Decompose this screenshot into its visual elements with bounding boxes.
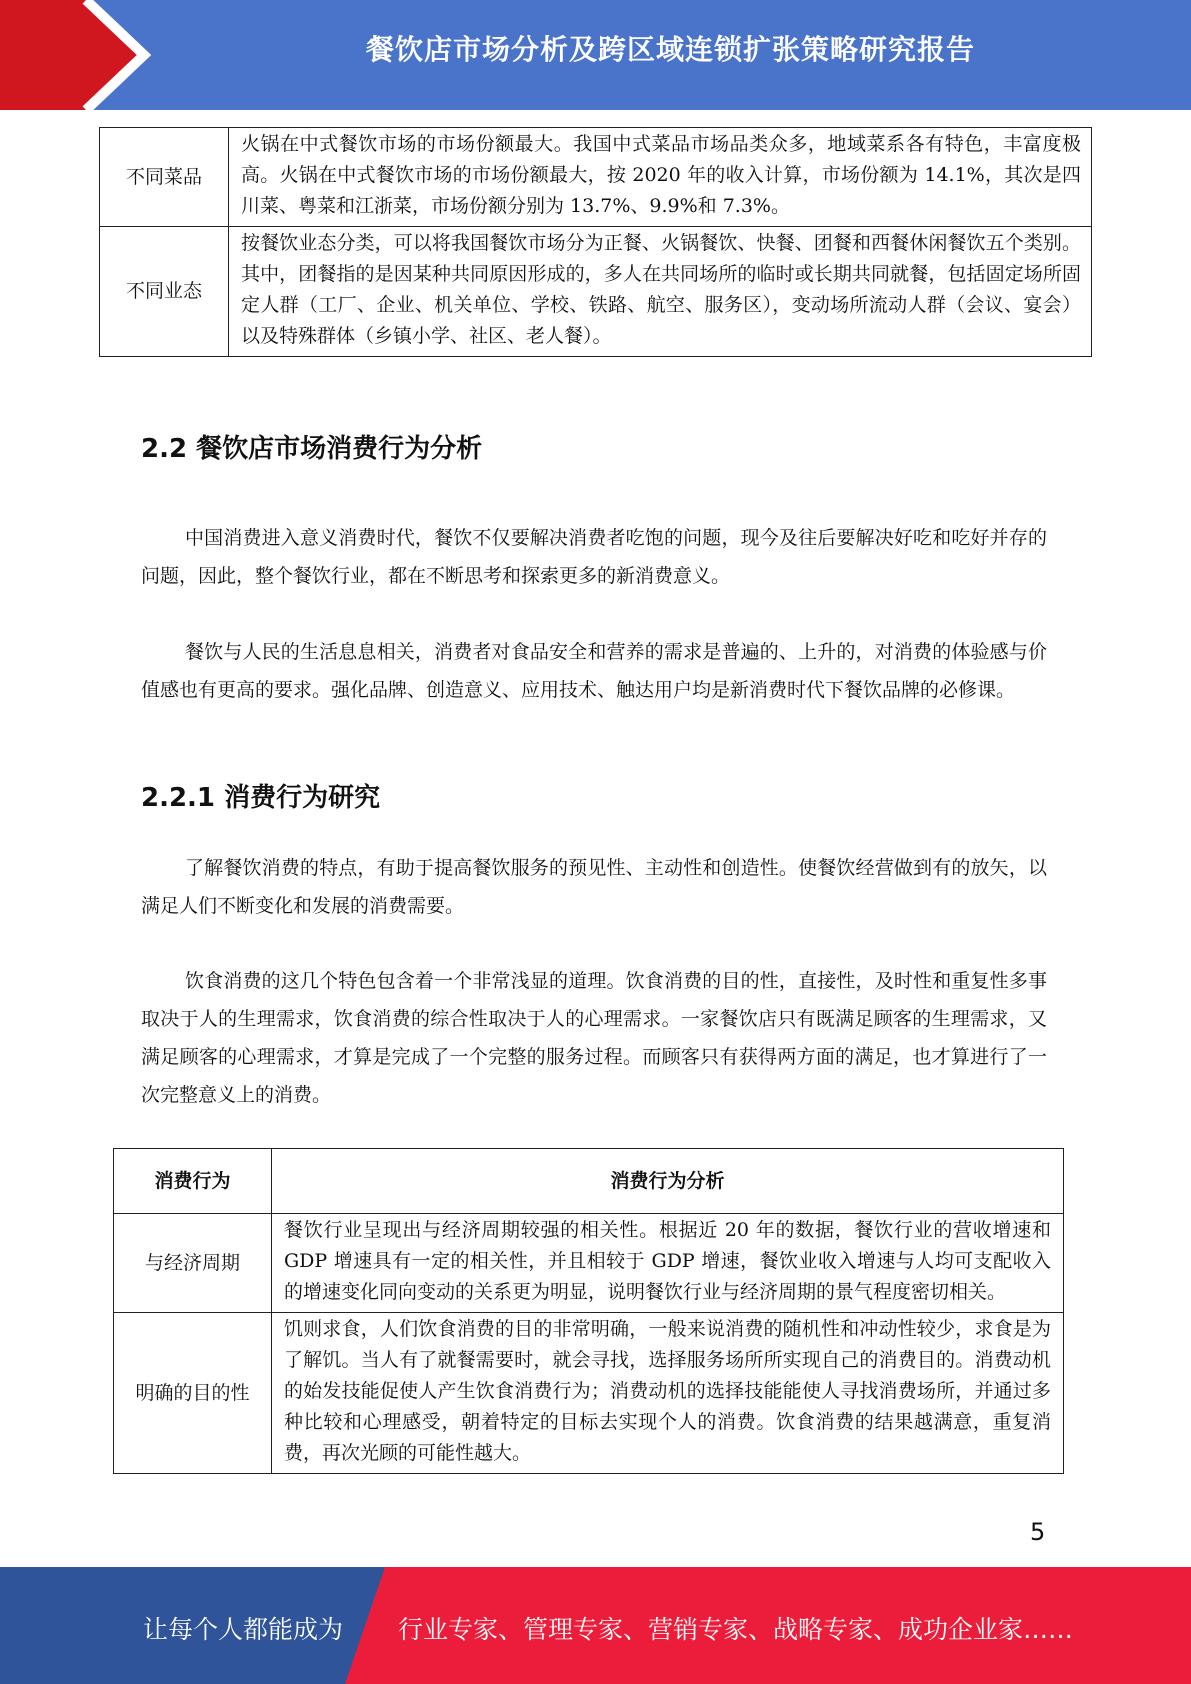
footer-slogan-left: 让每个人都能成为 bbox=[143, 1615, 344, 1644]
column-header: 消费行为分析 bbox=[272, 1149, 1064, 1214]
paragraph: 餐饮与人民的生活息息相关，消费者对食品安全和营养的需求是普遍的、上升的，对消费的体验感与价值感也有更高的要求。强化品牌、创造意义、应用技术、触达用户均是新消费时代下餐饮品牌的必修课。 bbox=[141, 641, 1047, 701]
row-label: 不同菜品 bbox=[100, 128, 229, 227]
row-label: 与经济周期 bbox=[114, 1214, 272, 1313]
paragraph: 了解餐饮消费的特点，有助于提高餐饮服务的预见性、主动性和创造性。使餐饮经营做到有的放矢，以满足人们不断变化和发展的消费需要。 bbox=[141, 857, 1047, 917]
page-number: 5 bbox=[1030, 1518, 1046, 1546]
footer-slogan-right: 行业专家、管理专家、营销专家、战略专家、成功企业家…… bbox=[398, 1615, 1074, 1644]
column-header: 消费行为 bbox=[114, 1149, 272, 1214]
table-row bbox=[114, 1313, 1064, 1474]
section-heading-2-2: 2.2 餐饮店市场消费行为分析 bbox=[141, 434, 483, 464]
table-row bbox=[114, 1214, 1064, 1313]
row-label: 明确的目的性 bbox=[114, 1313, 272, 1474]
paragraph: 中国消费进入意义消费时代，餐饮不仅要解决消费者吃饱的问题，现今及往后要解决好吃和吃好并存的问题，因此，整个餐饮行业，都在不断思考和探索更多的新消费意义。 bbox=[141, 527, 1047, 587]
report-title: 餐饮店市场分析及跨区域连锁扩张策略研究报告 bbox=[365, 33, 975, 66]
category-table bbox=[99, 127, 1092, 357]
row-text: 火锅在中式餐饮市场的市场份额最大。我国中式菜品市场品类众多，地域菜系各有特色，丰富度极高。火锅在中式餐饮市场的市场份额最大，按 2020 年的收入计算，市场份额为 14.1%，其次是四川菜、粤菜和江浙菜，市场份额分别为 13.7%、9.9%和 7.3%。 bbox=[229, 128, 1092, 227]
consumer-behavior-table bbox=[113, 1148, 1064, 1474]
row-text: 饥则求食，人们饮食消费的目的非常明确，一般来说消费的随机性和冲动性较少，求食是为了解饥。当人有了就餐需要时，就会寻找，选择服务场所所实现自己的消费目的。消费动机的始发技能促使人产生饮食消费行为；消费动机的选择技能能使人寻找消费场所，并通过多种比较和心理感受，朝着特定的目标去实现个人的消费。饮食消费的结果越满意，重复消费，再次光顾的可能性越大。 bbox=[272, 1313, 1064, 1474]
row-text: 餐饮行业呈现出与经济周期较强的相关性。根据近 20 年的数据，餐饮行业的营收增速和 GDP 增速具有一定的相关性，并且相较于 GDP 增速，餐饮业收入增速与人均可支配收入的增速变化同向变动的关系更为明显，说明餐饮行业与经济周期的景气程度密切相关。 bbox=[272, 1214, 1064, 1313]
table-row bbox=[100, 227, 1092, 357]
paragraph: 饮食消费的这几个特色包含着一个非常浅显的道理。饮食消费的目的性，直接性，及时性和重复性多事取决于人的生理需求，饮食消费的综合性取决于人的心理需求。一家餐饮店只有既满足顾客的生理需求，又满足顾客的心理需求，才算是完成了一个完整的服务过程。而顾客只有获得两方面的满足，也才算进行了一次完整意义上的消费。 bbox=[141, 970, 1047, 1106]
section-heading-2-2-1: 2.2.1 消费行为研究 bbox=[141, 783, 381, 813]
table-row bbox=[100, 128, 1092, 227]
table-header-row bbox=[114, 1149, 1064, 1214]
row-text: 按餐饮业态分类，可以将我国餐饮市场分为正餐、火锅餐饮、快餐、团餐和西餐休闲餐饮五个类别。其中，团餐指的是因某种共同原因形成的，多人在共同场所的临时或长期共同就餐，包括固定场所固定人群（工厂、企业、机关单位、学校、铁路、航空、服务区），变动场所流动人群（会议、宴会）以及特殊群体（乡镇小学、社区、老人餐）。 bbox=[229, 227, 1092, 357]
row-label: 不同业态 bbox=[100, 227, 229, 357]
